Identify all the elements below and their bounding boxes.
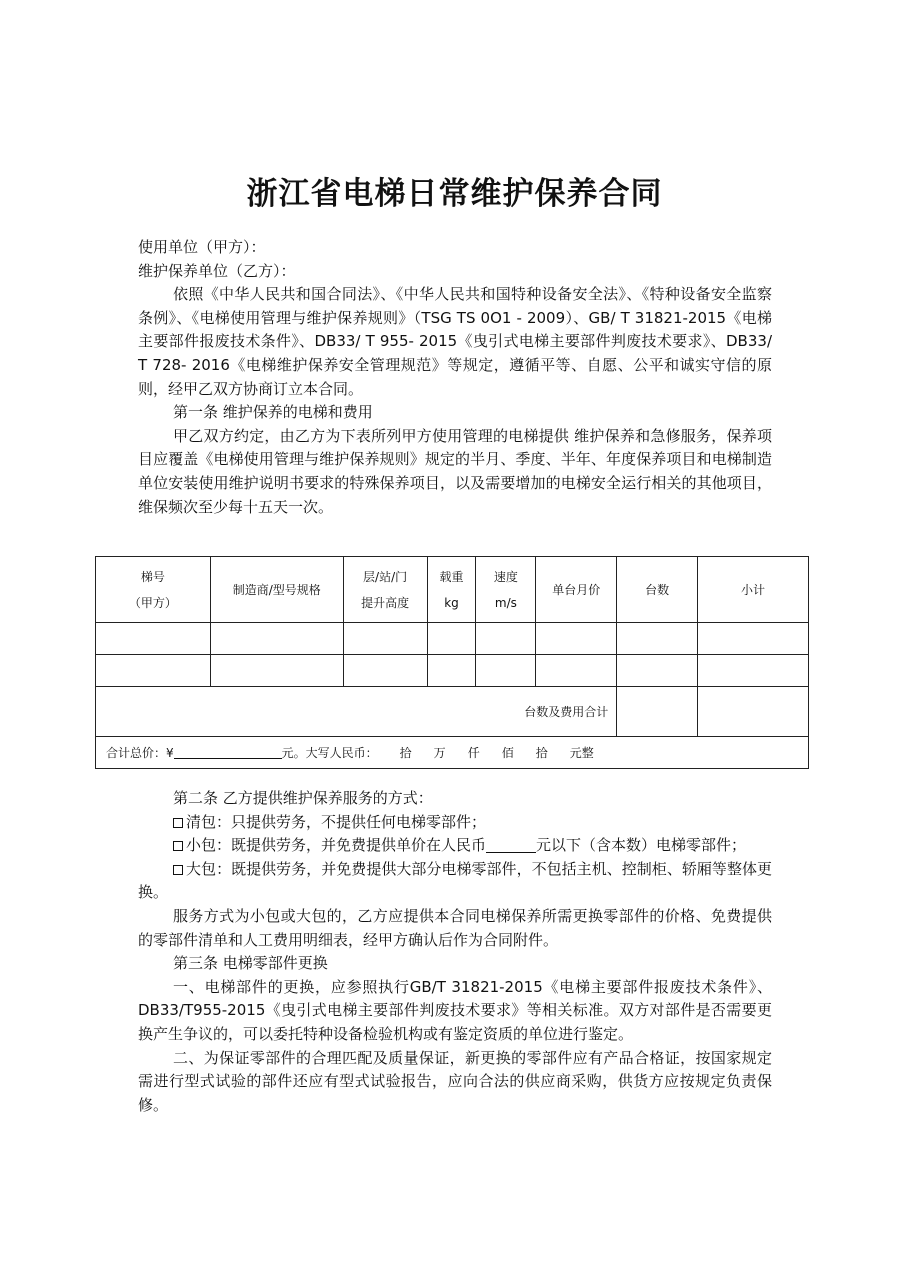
article3-paragraph-2: 二、为保证零部件的合理匹配及质量保证，新更换的零部件应有产品合格证，按国家规定需进行型式试验的部件还应有型式试验报告，应向合法的供应商采购，供货方应按规定负责保修。 [138,1048,772,1114]
table-cell[interactable] [617,623,698,655]
party-a-line: 使用单位（甲方）： [138,238,266,256]
table-row [96,623,809,655]
summary-row [96,687,809,737]
header-speed: 速度 m/s [476,557,536,623]
option-full-labor: 清包：只提供劳务，不提供任何电梯零部件； [138,811,772,835]
checkbox[interactable] [173,841,183,851]
header-count: 台数 [617,557,698,623]
total-amount-blank[interactable] [174,746,282,759]
table-cell[interactable] [96,655,211,687]
preamble-paragraph: 依照《中华人民共和国合同法》、《中华人民共和国特种设备安全法》、《特种设备安全监察条例》、《电梯使用管理与维护保养规则》（TSG TS 0O1 - 2009）、GB/ T 31821-2015《电梯主要部件报废技术条件》、DB33/ T 955- 2015《曳引式电梯主要部件判废技术要求》、DB33/ T 728- 2016《电梯维护保养安全管理规范》等规定，遵循平等、自愿、公平和诚实守信的原则，经甲乙双方协商订立本合同。 [138,285,772,398]
option-large-package: 大包：既提供劳务，并免费提供大部分电梯零部件，不包括主机、控制柜、轿厢等整体更换。 [138,859,772,902]
article1-heading: 第一条 维护保养的电梯和费用 [173,403,373,422]
contract-title: 浙江省电梯日常维护保养合同 [246,176,663,212]
table-cell[interactable] [343,655,427,687]
header-floors: 层/站/门 提升高度 [343,557,427,623]
header-load: 载重 kg [427,557,476,623]
contract-articles [138,787,772,1117]
elevator-fee-table [95,556,809,769]
table-cell[interactable] [210,655,343,687]
table-cell[interactable] [476,655,536,687]
table-cell[interactable] [536,623,617,655]
table-cell[interactable] [536,655,617,687]
article1-paragraph: 甲乙双方约定，由乙方为下表所列甲方使用管理的电梯提供 维护保养和急修服务，保养项目应覆盖《电梯使用管理与维护保养规则》规定的半月、季度、半年、年度保养项目和电梯制造单位安装使用维护说明书要求的特殊保养项目，以及需要增加的电梯安全运行相关的其他项目，维保频次至少每十五天一次。 [138,426,772,516]
article3-heading: 第三条 电梯零部件更换 [173,954,328,973]
table-header-row [96,557,809,623]
summary-label: 台数及费用合计 [96,687,617,737]
summary-subtotal-cell[interactable] [698,687,809,737]
header-subtotal: 小计 [698,557,809,623]
checkbox[interactable] [173,865,183,875]
table-cell[interactable] [343,623,427,655]
party-b-line: 维护保养单位（乙方）： [138,261,296,280]
table-cell[interactable] [427,655,476,687]
summary-count-cell[interactable] [617,687,698,737]
table-cell[interactable] [96,623,211,655]
table-cell[interactable] [698,623,809,655]
total-price-cell: 合计总价：¥ 元。大写人民币： 拾 万 仟 佰 拾 元整 [96,737,809,769]
contract-intro [138,236,772,519]
table-cell[interactable] [210,623,343,655]
table-row [96,655,809,687]
article2-heading: 第二条 乙方提供维护保养服务的方式： [173,789,433,807]
checkbox[interactable] [173,818,183,828]
header-unit-price: 单台月价 [536,557,617,623]
article3-paragraph-1: 一、电梯部件的更换，应参照执行GB/T 31821-2015《电梯主要部件报废技术条件》、DB33/T955-2015《曳引式电梯主要部件判废技术要求》等相关标准。双方对部件是否需要更换产生争议的，可以委托特种设备检验机构或有鉴定资质的单位进行鉴定。 [138,977,772,1043]
table-cell[interactable] [617,655,698,687]
option-small-package: 小包：既提供劳务，并免费提供单价在人民币 元以下（含本数）电梯零部件； [138,834,772,858]
price-limit-blank[interactable] [486,838,536,853]
header-maker-model: 制造商/型号规格 [210,557,343,623]
header-elevator-no: 梯号 （甲方） [96,557,211,623]
article2-note: 服务方式为小包或大包的，乙方应提供本合同电梯保养所需更换零部件的价格、免费提供的零部件清单和人工费用明细表，经甲方确认后作为合同附件。 [138,906,772,949]
total-row [96,737,809,769]
table-cell[interactable] [476,623,536,655]
table-cell[interactable] [698,655,809,687]
table-cell[interactable] [427,623,476,655]
